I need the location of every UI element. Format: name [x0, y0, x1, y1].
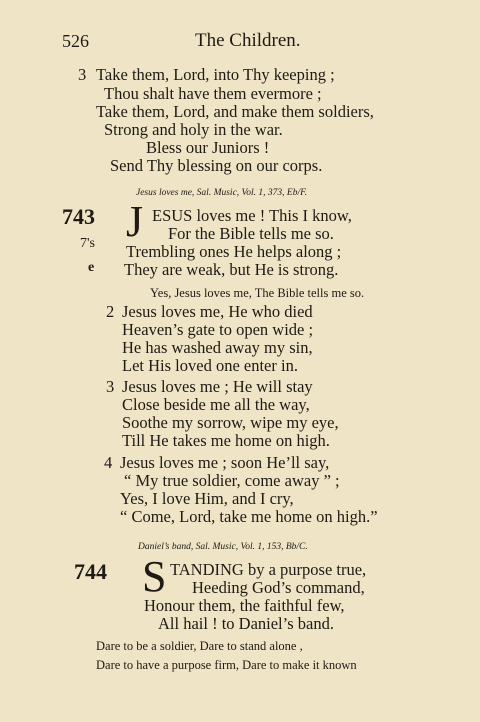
drop-cap: S — [142, 552, 167, 601]
hymn-line: All hail ! to Daniel’s band. — [158, 614, 334, 633]
verse-line: “ My true soldier, come away ” ; — [124, 471, 340, 490]
hymn-line: Trembling ones He helps along ; — [126, 242, 342, 261]
hymn-number: 744 — [74, 559, 107, 584]
verse-line: Thou shalt have them evermore ; — [104, 84, 322, 103]
hymn-number: 743 — [62, 204, 95, 229]
verse-line: Heaven’s gate to open wide ; — [122, 320, 314, 339]
verse-line: Soothe my sorrow, wipe my eye, — [122, 413, 339, 432]
hymn-line: They are weak, but He is strong. — [124, 260, 339, 279]
verse-line: Till He takes me home on high. — [122, 431, 330, 450]
verse-line: Yes, I love Him, and I cry, — [120, 489, 294, 508]
hymn-first-line: TANDING by a purpose true, — [170, 560, 367, 579]
verse-line: He has washed away my sin, — [122, 338, 313, 357]
hymn-line: Heeding God’s command, — [192, 578, 365, 597]
page-number: 526 — [62, 31, 89, 51]
hymn-line: Honour them, the faithful few, — [144, 596, 345, 615]
verse-line: Close beside me all the way, — [122, 395, 310, 414]
verse-number: 3 — [78, 65, 87, 84]
verse-line: Jesus loves me ; He will stay — [122, 377, 313, 396]
hymn-line: For the Bible tells me so. — [168, 224, 334, 243]
refrain: Yes, Jesus loves me, The Bible tells me so. — [150, 286, 365, 300]
hymn-first-line: ESUS loves me ! This I know, — [152, 206, 352, 225]
verse-line: Let His loved one enter in. — [122, 356, 298, 375]
verse-line: Take them, Lord, into Thy keeping ; — [96, 65, 335, 84]
tune-reference: Jesus loves me, Sal. Music, Vol. 1, 373, Eb/F. — [136, 188, 308, 198]
chorus-line: Dare to be a soldier, Dare to stand alone , — [96, 639, 303, 653]
verse-line: Send Thy blessing on our corps. — [110, 156, 323, 175]
verse-line: Jesus loves me ; soon He’ll say, — [120, 453, 330, 472]
verse-line: “ Come, Lord, take me home on high.” — [120, 507, 378, 526]
hymn-meter: 7's — [80, 236, 95, 251]
verse-line: Strong and holy in the war. — [104, 120, 283, 139]
hymn-mark: e — [88, 260, 95, 275]
chorus-line: Dare to have a purpose firm, Dare to make it known — [96, 658, 357, 672]
verse-number: 4 — [104, 453, 113, 472]
tune-reference: Daniel’s band, Sal. Music, Vol. 1, 153, Bb/C. — [138, 542, 308, 552]
verse-line: Jesus loves me, He who died — [122, 302, 313, 321]
drop-cap: J — [126, 197, 144, 246]
page-title: The Children. — [195, 30, 301, 51]
verse-line: Bless our Juniors ! — [146, 138, 270, 157]
verse-line: Take them, Lord, and make them soldiers, — [96, 102, 374, 121]
verse-number: 3 — [106, 377, 115, 396]
verse-number: 2 — [106, 302, 115, 321]
